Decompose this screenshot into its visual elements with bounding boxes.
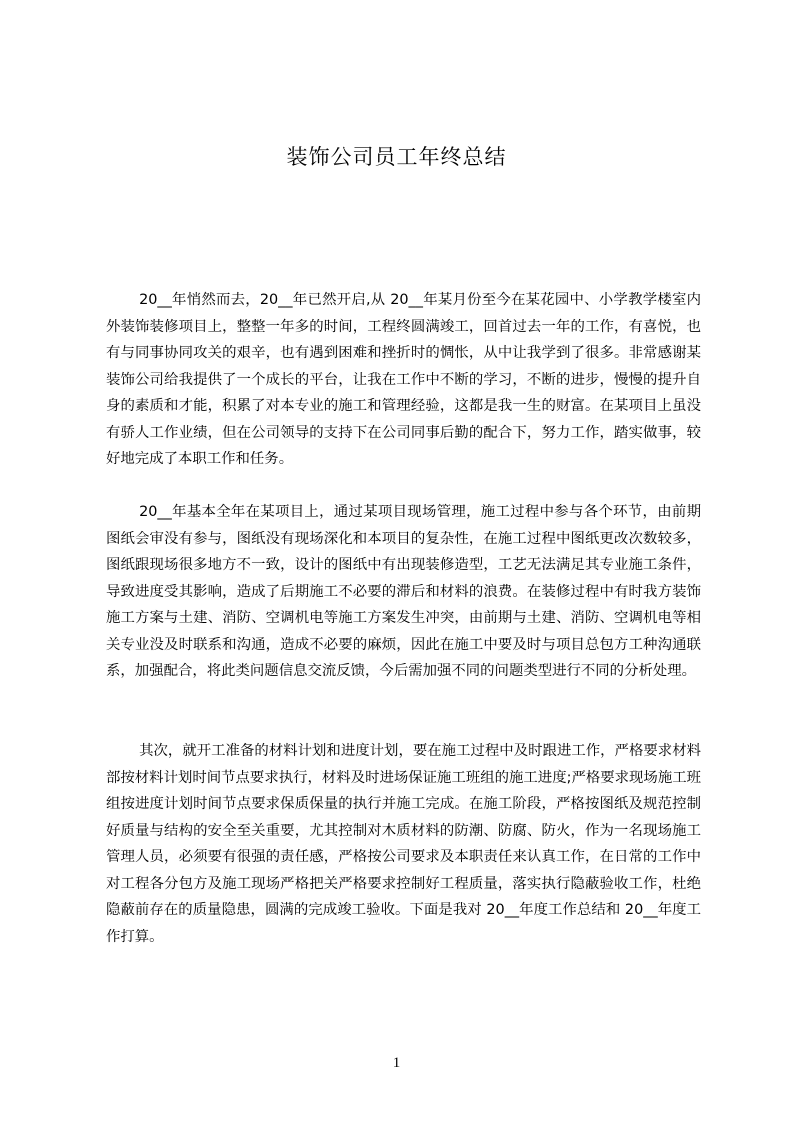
- document-title: 装饰公司员工年终总结: [286, 145, 507, 169]
- paragraph-2: 20__年基本全年在某项目上，通过某项目现场管理，施工过程中参与各个环节，由前期图纸会审没有参与，图纸没有现场深化和本项目的复杂性，在施工过程中图纸更改次数较多，图纸跟现场很多地方不一致，设计的图纸中有出现装修造型，工艺无法满足其专业施工条件，导致进度受其影响，造成了后期施工不必要的滞后和材料的浪费。在装修过程中有时我方装饰施工方案与土建、消防、空调机电等施工方案发生冲突，由前期与土建、消防、空调机电等相关专业没及时联系和沟通，造成不必要的麻烦，因此在施工中要及时与项目总包方工种沟通联系，加强配合，将此类问题信息交流反馈，今后需加强不同的问题类型进行不同的分析处理。: [106, 504, 701, 679]
- paragraph-1: 20__年悄然而去，20__年已然开启,从 20__年某月份至今在某花园中、小学教学楼室内外装饰装修项目上，整整一年多的时间，工程终圆满竣工，回首过去一年的工作，有喜悦，也有与同事协同攻关的艰辛，也有遇到困难和挫折时的惆怅，从中让我学到了很多。非常感谢某装饰公司给我提供了一个成长的平台，让我在工作中不断的学习，不断的进步，慢慢的提升自身的素质和才能，积累了对本专业的施工和管理经验，这都是我一生的财富。在某项目上虽没有骄人工作业绩，但在公司领导的支持下在公司同事后勤的配合下，努力工作，踏实做事，较好地完成了本职工作和任务。: [106, 292, 701, 467]
- page-number: 1: [392, 1055, 401, 1071]
- paragraph-3: 其次，就开工准备的材料计划和进度计划，要在施工过程中及时跟进工作，严格要求材料部按材料计划时间节点要求执行，材料及时进场保证施工班组的施工进度;严格要求现场施工班组按进度计划时间节点要求保质保量的执行并施工完成。在施工阶段，严格按图纸及规范控制好质量与结构的安全至关重要，尤其控制对木质材料的防潮、防腐、防火，作为一名现场施工管理人员，必须要有很强的责任感，严格按公司要求及本职责任来认真工作，在日常的工作中对工程各分包方及施工现场严格把关严格要求控制好工程质量，落实执行隐蔽验收工作，杜绝隐蔽前存在的质量隐患，圆满的完成竣工验收。下面是我对 20__年度工作总结和 20__年度工作打算。: [106, 743, 701, 945]
